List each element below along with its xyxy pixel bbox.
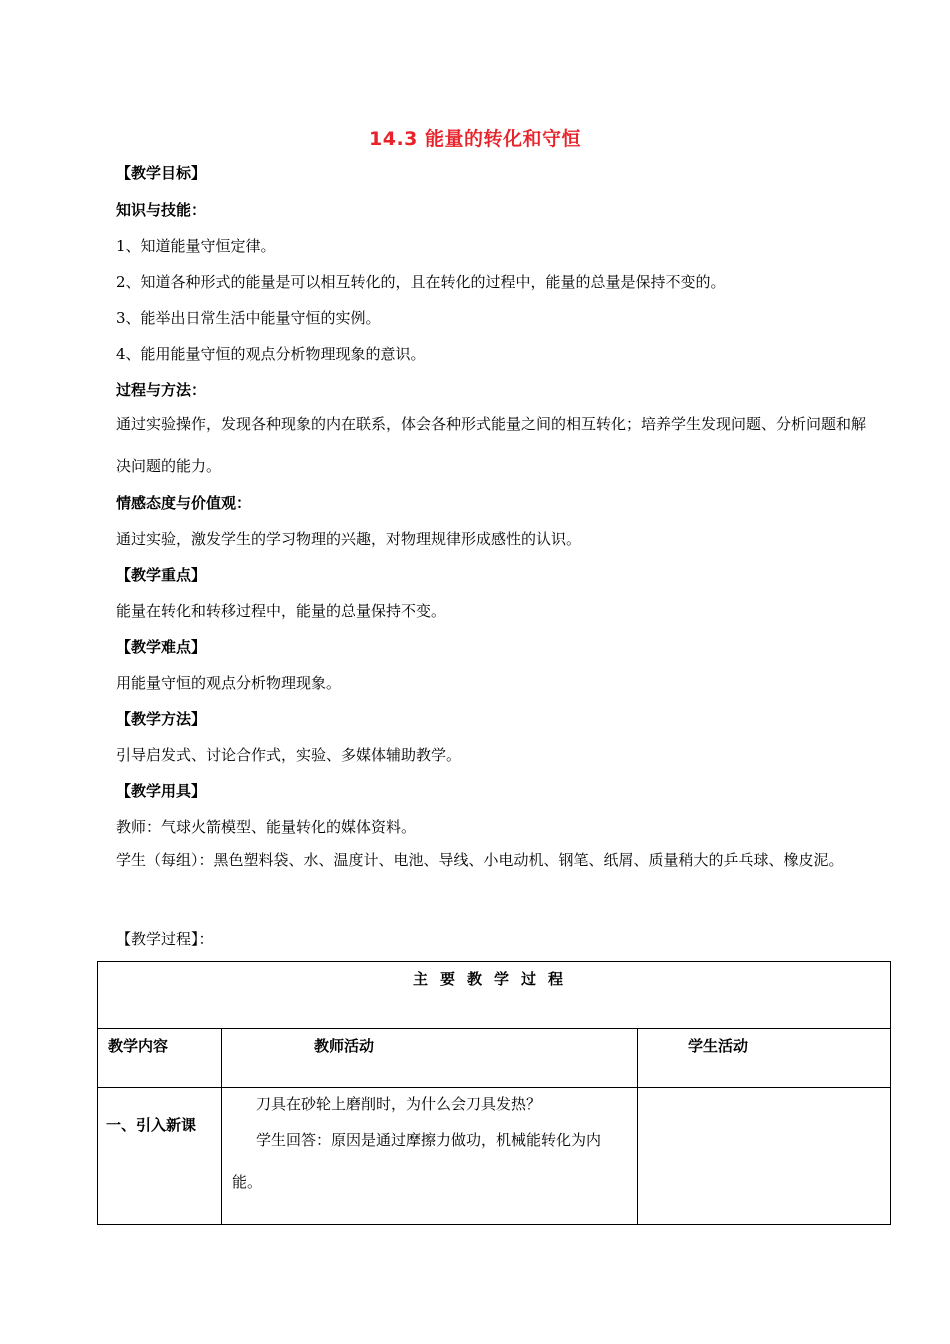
row-teacher-question: 刀具在砂轮上磨削时，为什么会刀具发热？ bbox=[256, 1095, 542, 1113]
table-row bbox=[98, 1088, 891, 1225]
row-teacher-cell bbox=[222, 1088, 638, 1225]
page-title: 14.3 能量的转化和守恒 bbox=[369, 128, 581, 150]
knowledge-header: 知识与技能： bbox=[116, 201, 207, 219]
teaching-process-table bbox=[97, 961, 891, 1225]
row-teacher-answer: 学生回答：原因是通过摩擦力做功，机械能转化为内能。 bbox=[232, 1131, 602, 1191]
tools-students: 学生（每组）：黑色塑料袋、水、温度计、电池、导线、小电动机、钢笔、纸屑、质量稍大的乒乓球、橡皮泥。 bbox=[116, 851, 844, 869]
row-student-cell bbox=[638, 1088, 891, 1225]
table-col-content: 教学内容 bbox=[98, 1029, 222, 1088]
row-content-label: 一、引入新课 bbox=[106, 1116, 197, 1134]
difficulty-text: 用能量守恒的观点分析物理现象。 bbox=[116, 674, 342, 692]
tools-teacher: 教师：气球火箭模型、能量转化的媒体资料。 bbox=[116, 818, 417, 836]
process-label: 【教学过程】： bbox=[116, 930, 214, 948]
knowledge-item-1: 1、知道能量守恒定律。 bbox=[116, 237, 276, 255]
key-point-text: 能量在转化和转移过程中，能量的总量保持不变。 bbox=[116, 602, 447, 620]
table-main-header: 主要教学过程 bbox=[98, 962, 891, 1029]
emotion-text: 通过实验，激发学生的学习物理的兴趣，对物理规律形成感性的认识。 bbox=[116, 530, 582, 548]
key-point-header: 【教学重点】 bbox=[116, 566, 207, 584]
table-col-teacher: 教师活动 bbox=[222, 1029, 638, 1088]
table-col-student: 学生活动 bbox=[638, 1029, 891, 1088]
emotion-header: 情感态度与价值观： bbox=[116, 494, 252, 512]
knowledge-item-2: 2、知道各种形式的能量是可以相互转化的，且在转化的过程中，能量的总量是保持不变的。 bbox=[116, 273, 726, 291]
process-method-text: 通过实验操作，发现各种现象的内在联系，体会各种形式能量之间的相互转化；培养学生发现问题、分析问题和解决问题的能力。 bbox=[116, 415, 867, 475]
knowledge-item-4: 4、能用能量守恒的观点分析物理现象的意识。 bbox=[116, 345, 426, 363]
row-content-cell bbox=[98, 1088, 222, 1225]
objectives-header: 【教学目标】 bbox=[116, 164, 207, 182]
method-header: 【教学方法】 bbox=[116, 710, 207, 728]
tools-header: 【教学用具】 bbox=[116, 782, 207, 800]
difficulty-header: 【教学难点】 bbox=[116, 638, 207, 656]
method-text: 引导启发式、讨论合作式，实验、多媒体辅助教学。 bbox=[116, 746, 462, 764]
knowledge-item-3: 3、能举出日常生活中能量守恒的实例。 bbox=[116, 309, 381, 327]
process-method-header: 过程与方法： bbox=[116, 381, 207, 399]
